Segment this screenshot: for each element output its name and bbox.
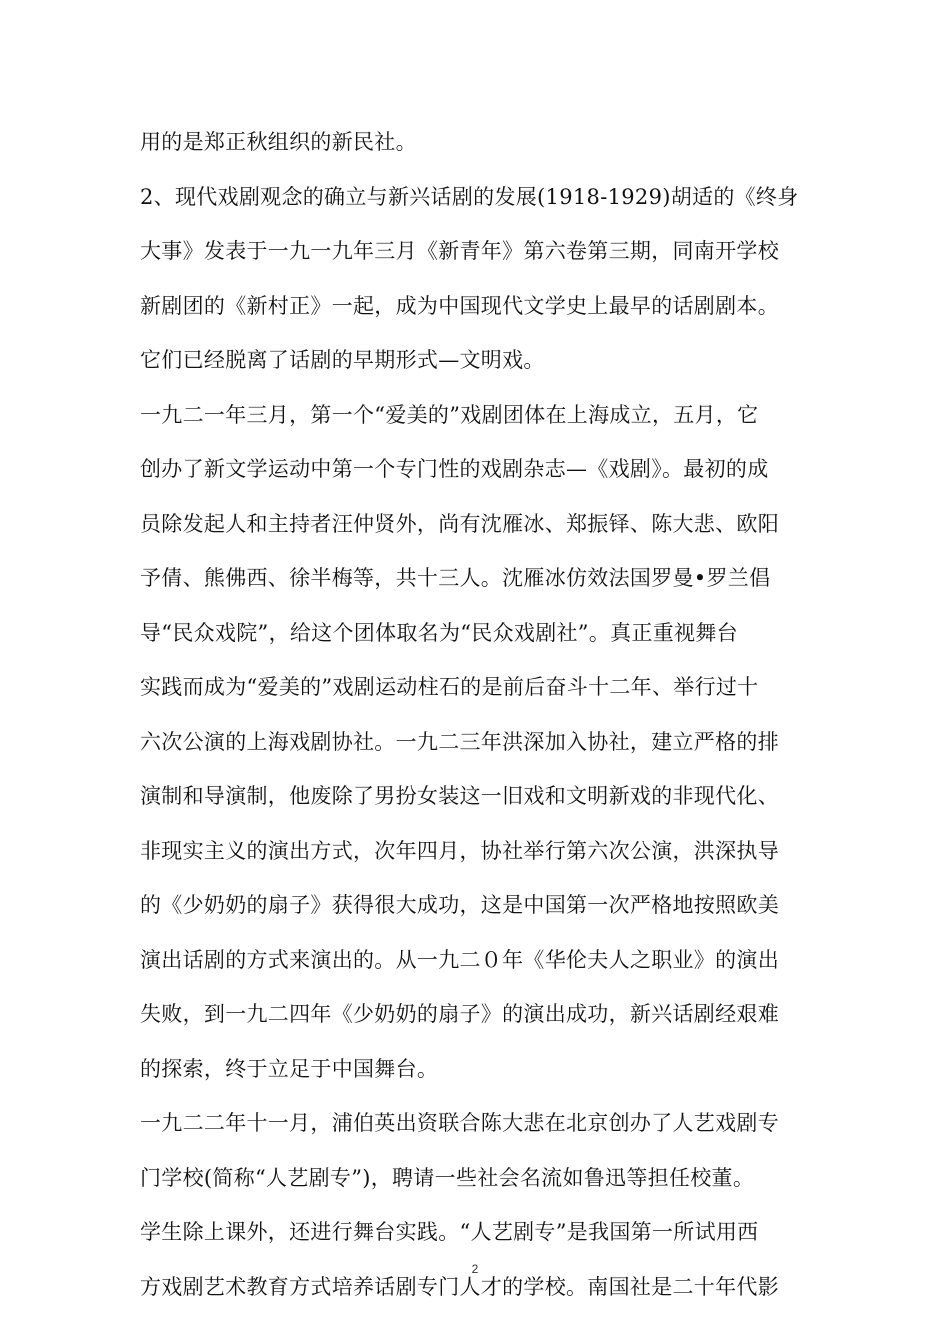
text-line: 创办了新文学运动中第一个专门性的戏剧杂志—《戏剧》。最初的成 xyxy=(140,457,769,481)
text-line: 非现实主义的演出方式，次年四月，协社举行第六次公演，洪深执导 xyxy=(140,838,779,863)
text-line: 一九二一年三月，第一个“爱美的”戏剧团体在上海成立，五月，它 xyxy=(140,402,759,427)
text-line: 予倩、熊佛西、徐半梅等，共十三人。沈雁冰仿效法国罗曼•罗兰倡 xyxy=(140,566,771,590)
text-line: 演制和导演制，他废除了男扮女装这一旧戏和文明新戏的非现代化、 xyxy=(140,784,779,808)
text-line: 2、现代戏剧观念的确立与新兴话剧的发展(1918-1929)胡适的《终身 xyxy=(140,184,799,209)
text-line: 六次公演的上海戏剧协社。一九二三年洪深加入协社，建立严格的排 xyxy=(140,729,779,754)
body-text xyxy=(140,115,820,1314)
text-line: 导“民众戏院”，给这个团体取名为“民众戏剧社”。真正重视舞台 xyxy=(140,620,738,645)
text-line: 它们已经脱离了话剧的早期形式—文明戏。 xyxy=(140,348,545,372)
text-line: 演出话剧的方式来演出的。从一九二０年《华伦夫人之职业》的演出 xyxy=(140,947,779,972)
page-number: 2 xyxy=(471,1262,479,1276)
text-line: 方戏剧艺术教育方式培养话剧专门人才的学校。南国社是二十年代影 xyxy=(140,1274,779,1299)
text-line: 的《少奶奶的扇子》获得很大成功，这是中国第一次严格地按照欧美 xyxy=(140,893,779,917)
text-line: 失败，到一九二四年《少奶奶的扇子》的演出成功，新兴话剧经艰难 xyxy=(140,1002,779,1026)
text-line: 实践而成为“爱美的”戏剧运动柱石的是前后奋斗十二年、举行过十 xyxy=(140,675,759,699)
text-line: 新剧团的《新村正》一起，成为中国现代文学史上最早的话剧剧本。 xyxy=(140,293,779,318)
text-line: 大事》发表于一九一九年三月《新青年》第六卷第三期，同南开学校 xyxy=(140,239,779,263)
text-line: 员除发起人和主持者汪仲贤外，尚有沈雁冰、郑振铎、陈大悲、欧阳 xyxy=(140,511,779,536)
text-line: 一九二二年十一月，浦伯英出资联合陈大悲在北京创办了人艺戏剧专 xyxy=(140,1111,779,1135)
text-line: 用的是郑正秋组织的新民社。 xyxy=(140,130,417,154)
text-line: 门学校(简称“人艺剧专”)，聘请一些社会名流如鲁迅等担任校董。 xyxy=(140,1165,755,1190)
text-line: 的探索，终于立足于中国舞台。 xyxy=(140,1056,439,1081)
text-line: 学生除上课外，还进行舞台实践。“人艺剧专”是我国第一所试用西 xyxy=(140,1220,759,1244)
